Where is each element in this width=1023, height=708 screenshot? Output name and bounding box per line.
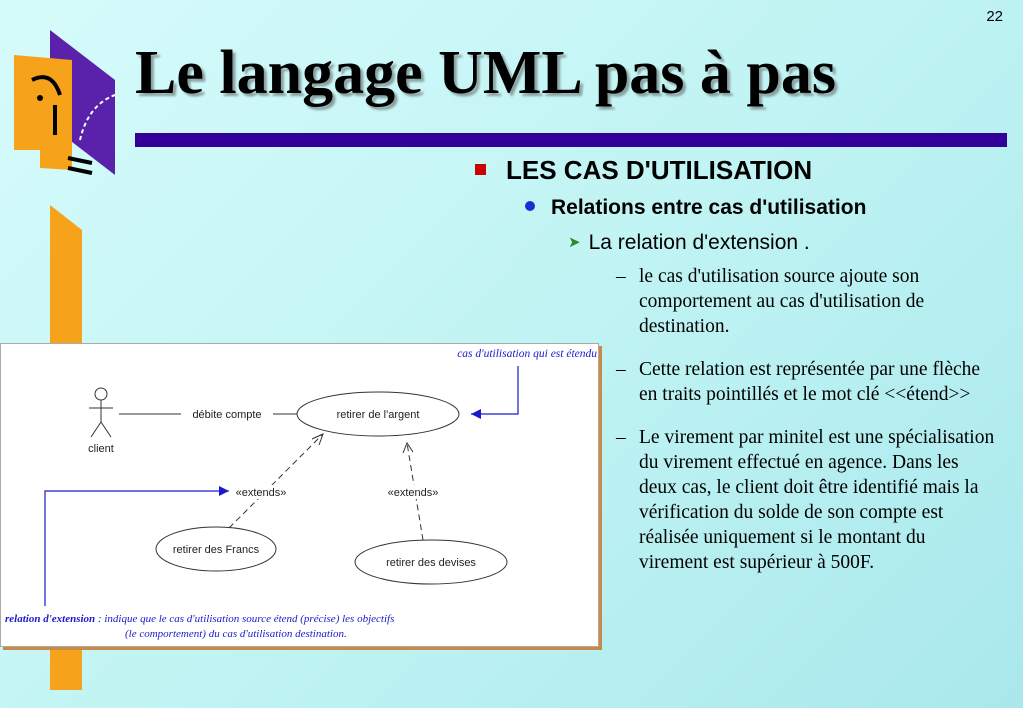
note-bottom-text1: indique que le cas d'utilisation source étend (précise) les objectifs bbox=[104, 613, 395, 625]
extends-label-left: «extends» bbox=[235, 487, 287, 499]
use-case-francs-label: retirer des Francs bbox=[172, 544, 260, 556]
bullet-level2-text: Relations entre cas d'utilisation bbox=[551, 196, 867, 219]
bullet-level1-text: LES CAS D'UTILISATION bbox=[506, 155, 813, 185]
bullet-level3 bbox=[568, 231, 810, 255]
note-top-connector bbox=[471, 366, 518, 414]
slide-title: Le langage UML pas à pas bbox=[135, 39, 837, 107]
note-top: cas d'utilisation qui est étendu bbox=[457, 348, 597, 360]
note-bottom-line2: (le comportement) du cas d'utilisation destination. bbox=[125, 628, 347, 640]
note-bottom-sep: : bbox=[95, 613, 105, 625]
use-case-devises-label: retirer des devises bbox=[386, 557, 476, 569]
title-underline-bar bbox=[135, 133, 1007, 147]
dash-item-text: Cette relation est représentée par une flèche en traits pointillés et le mot clé <<étend>> bbox=[639, 359, 981, 405]
actor-client-icon bbox=[89, 388, 113, 437]
extends-label-right: «extends» bbox=[387, 487, 439, 499]
note-top-arrowhead bbox=[471, 409, 481, 419]
uml-use-case-diagram bbox=[0, 343, 599, 647]
dash-item-text: le cas d'utilisation source ajoute son comportement au cas d'utilisation de destination. bbox=[639, 266, 925, 337]
use-case-main-label: retirer de l'argent bbox=[336, 409, 420, 421]
extend-line-left bbox=[229, 434, 323, 528]
arrow-bullet-icon: ➤ bbox=[568, 234, 581, 251]
bullet-level2 bbox=[525, 196, 866, 220]
dash-item: – Cette relation est représentée par une flèche en traits pointillés et le mot clé <<étend>> bbox=[616, 359, 981, 405]
slide-number: 22 bbox=[986, 8, 1003, 25]
note-bottom-line1 bbox=[5, 613, 394, 625]
dash-item: – le cas d'utilisation source ajoute son comportement au cas d'utilisation de destination. bbox=[616, 266, 925, 337]
actor-label: client bbox=[88, 443, 114, 455]
round-bullet-icon bbox=[525, 201, 535, 211]
dash-list bbox=[616, 264, 996, 593]
association-label: débite compte bbox=[192, 409, 262, 421]
dash-item-text: Le virement par minitel est une spécialisation du virement effectué en agence. Dans les deux cas, le client doit être identifié mais la vérification du solde de son compte est réalisée uniquement si le montant du virement est supérieur à 500F. bbox=[639, 427, 995, 573]
square-bullet-icon bbox=[475, 164, 486, 175]
note-bottom-arrowhead bbox=[219, 486, 229, 496]
bullet-level1 bbox=[475, 155, 812, 186]
dash-item: – Le virement par minitel est une spécialisation du virement effectué en agence. Dans les deux cas, le client doit être identifié mais la vérification du solde de son compte est réalisée uniquement si le montant du virement est supérieur à 500F. bbox=[616, 427, 995, 573]
note-bottom-term: relation d'extension bbox=[5, 613, 96, 625]
bullet-level3-text: La relation d'extension . bbox=[588, 231, 810, 254]
